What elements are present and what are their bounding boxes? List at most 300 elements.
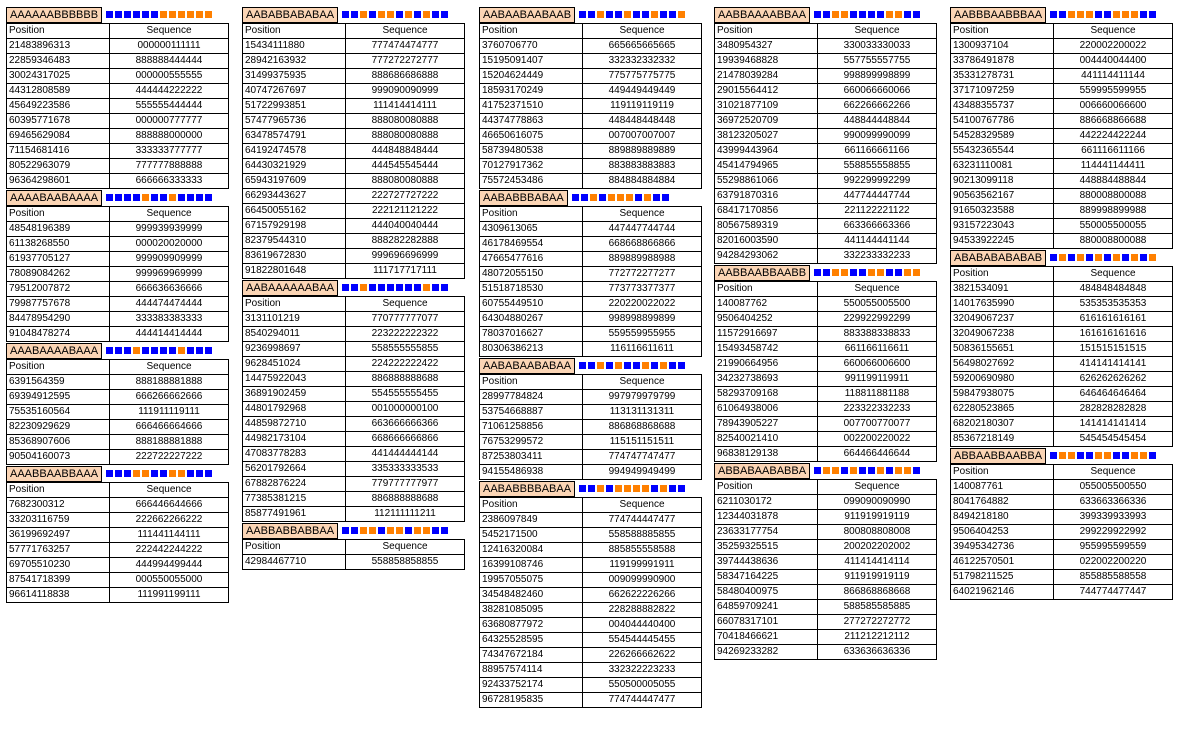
position-cell: 4309613065 bbox=[480, 222, 583, 237]
pattern-block bbox=[6, 342, 228, 465]
sequence-header: Sequence bbox=[583, 24, 702, 39]
sequence-cell: 223322332233 bbox=[818, 402, 937, 417]
table-row bbox=[7, 528, 229, 543]
position-cell: 28942163932 bbox=[243, 54, 346, 69]
pattern-square-b bbox=[133, 470, 140, 477]
position-cell: 78089084262 bbox=[7, 267, 110, 282]
position-cell: 84478954290 bbox=[7, 312, 110, 327]
position-cell: 54100767786 bbox=[951, 114, 1054, 129]
position-cell: 140087762 bbox=[715, 297, 818, 312]
sequence-cell: 447447744744 bbox=[583, 222, 702, 237]
table-header-row bbox=[7, 207, 229, 222]
position-cell: 3480954327 bbox=[715, 39, 818, 54]
table-row bbox=[480, 450, 702, 465]
table-header-row bbox=[243, 24, 465, 39]
pattern-block bbox=[950, 249, 1172, 447]
position-cell: 39495342736 bbox=[951, 540, 1054, 555]
pattern-square-a bbox=[1059, 11, 1066, 18]
pattern-square-a bbox=[414, 11, 421, 18]
table-row bbox=[951, 297, 1173, 312]
pattern-square-a bbox=[142, 347, 149, 354]
pattern-square-a bbox=[859, 467, 866, 474]
sequence-cell: 662622226266 bbox=[583, 588, 702, 603]
pattern-square-b bbox=[850, 467, 857, 474]
pattern-label: AAAAAABBBBBB bbox=[6, 7, 102, 23]
pattern-square-a bbox=[572, 194, 579, 201]
table-row bbox=[243, 312, 465, 327]
table-row bbox=[7, 252, 229, 267]
position-cell: 50836155651 bbox=[951, 342, 1054, 357]
table-row bbox=[951, 357, 1173, 372]
sequence-cell: 222442244222 bbox=[110, 543, 229, 558]
table-row bbox=[951, 39, 1173, 54]
pattern-square-a bbox=[886, 269, 893, 276]
table-row bbox=[480, 342, 702, 357]
pattern-square-a bbox=[369, 11, 376, 18]
sequence-header: Sequence bbox=[346, 297, 465, 312]
position-cell: 56201792664 bbox=[243, 462, 346, 477]
pattern-square-a bbox=[441, 284, 448, 291]
position-cell: 51722993851 bbox=[243, 99, 346, 114]
table-row bbox=[243, 99, 465, 114]
position-header: Position bbox=[7, 483, 110, 498]
position-cell: 63478574791 bbox=[243, 129, 346, 144]
position-header: Position bbox=[480, 375, 583, 390]
pattern-square-b bbox=[1095, 452, 1102, 459]
pattern-square-a bbox=[124, 11, 131, 18]
position-cell: 42984467710 bbox=[243, 555, 346, 570]
pattern-square-b bbox=[396, 527, 403, 534]
position-cell: 31021877109 bbox=[715, 99, 818, 114]
pattern-square-b bbox=[626, 194, 633, 201]
pattern-square-b bbox=[1149, 254, 1156, 261]
pattern-square-b bbox=[1077, 254, 1084, 261]
position-cell: 82230929629 bbox=[7, 420, 110, 435]
pattern-square-a bbox=[106, 11, 113, 18]
table-row bbox=[715, 585, 937, 600]
position-cell: 70418466621 bbox=[715, 630, 818, 645]
sequence-cell: 661166116611 bbox=[818, 342, 937, 357]
table-row bbox=[951, 585, 1173, 600]
sequence-cell: 886888888688 bbox=[346, 372, 465, 387]
sequence-table bbox=[242, 23, 465, 279]
table-row bbox=[7, 282, 229, 297]
pattern-square-b bbox=[1086, 11, 1093, 18]
position-cell: 93157223043 bbox=[951, 219, 1054, 234]
pattern-square-a bbox=[124, 194, 131, 201]
pattern-square-a bbox=[913, 467, 920, 474]
table-row bbox=[951, 282, 1173, 297]
pattern-square-a bbox=[369, 284, 376, 291]
sequence-cell: 666636636666 bbox=[110, 282, 229, 297]
pattern-square-a bbox=[1140, 11, 1147, 18]
pattern-square-b bbox=[1140, 452, 1147, 459]
table-row bbox=[7, 390, 229, 405]
sequence-cell: 666466664666 bbox=[110, 420, 229, 435]
position-cell: 5452171500 bbox=[480, 528, 583, 543]
pattern-square-a bbox=[823, 269, 830, 276]
position-cell: 3760706770 bbox=[480, 39, 583, 54]
position-cell: 66078317101 bbox=[715, 615, 818, 630]
position-cell: 61064938006 bbox=[715, 402, 818, 417]
position-header: Position bbox=[243, 24, 346, 39]
position-cell: 67882876224 bbox=[243, 477, 346, 492]
table-row bbox=[7, 558, 229, 573]
sequence-cell: 414141414141 bbox=[1054, 357, 1173, 372]
table-row bbox=[480, 327, 702, 342]
sequence-cell: 885855558588 bbox=[583, 543, 702, 558]
pattern-square-a bbox=[115, 470, 122, 477]
pattern-square-a bbox=[588, 485, 595, 492]
position-cell: 12344031878 bbox=[715, 510, 818, 525]
sequence-cell: 779777777977 bbox=[346, 477, 465, 492]
pattern-square-a bbox=[115, 347, 122, 354]
sequence-table bbox=[242, 539, 465, 570]
position-cell: 87253803411 bbox=[480, 450, 583, 465]
position-cell: 43488355737 bbox=[951, 99, 1054, 114]
sequence-cell: 151515151515 bbox=[1054, 342, 1173, 357]
pattern-squares bbox=[814, 11, 922, 18]
table-row bbox=[951, 480, 1173, 495]
pattern-square-b bbox=[624, 485, 631, 492]
sequence-cell: 224222222422 bbox=[346, 357, 465, 372]
sequence-cell: 555555444444 bbox=[110, 99, 229, 114]
pattern-square-a bbox=[606, 362, 613, 369]
position-cell: 45414794965 bbox=[715, 159, 818, 174]
table-row bbox=[480, 543, 702, 558]
sequence-cell: 558858858855 bbox=[346, 555, 465, 570]
pattern-square-a bbox=[678, 362, 685, 369]
table-row bbox=[715, 129, 937, 144]
table-row bbox=[951, 234, 1173, 249]
sequence-cell: 866868868668 bbox=[818, 585, 937, 600]
sequence-cell: 888080080888 bbox=[346, 129, 465, 144]
pattern-square-a bbox=[859, 11, 866, 18]
pattern-square-b bbox=[169, 470, 176, 477]
sequence-cell: 990099990099 bbox=[818, 129, 937, 144]
sequence-cell: 888888000000 bbox=[110, 129, 229, 144]
pattern-squares bbox=[342, 527, 450, 534]
sequence-cell: 004044440400 bbox=[583, 618, 702, 633]
position-cell: 90563562167 bbox=[951, 189, 1054, 204]
sequence-cell: 626262626262 bbox=[1054, 372, 1173, 387]
sequence-cell: 006660066600 bbox=[1054, 99, 1173, 114]
sequence-cell: 661116611166 bbox=[1054, 144, 1173, 159]
sequence-cell: 558555555855 bbox=[346, 342, 465, 357]
pattern-square-a bbox=[342, 284, 349, 291]
pattern-square-b bbox=[360, 284, 367, 291]
table-row bbox=[715, 387, 937, 402]
pattern-square-b bbox=[1122, 11, 1129, 18]
table-column bbox=[479, 6, 701, 708]
table-row bbox=[7, 327, 229, 342]
sequence-cell: 886868868688 bbox=[583, 420, 702, 435]
pattern-header bbox=[479, 480, 701, 497]
table-row bbox=[243, 342, 465, 357]
pattern-square-a bbox=[1140, 254, 1147, 261]
position-cell: 69705510230 bbox=[7, 558, 110, 573]
table-row bbox=[715, 219, 937, 234]
sequence-cell: 888888444444 bbox=[110, 54, 229, 69]
sequence-cell: 660066660066 bbox=[818, 84, 937, 99]
pattern-square-a bbox=[579, 485, 586, 492]
sequence-cell: 220002200022 bbox=[1054, 39, 1173, 54]
position-cell: 28997784824 bbox=[480, 390, 583, 405]
position-cell: 63791870316 bbox=[715, 189, 818, 204]
sequence-cell: 999696696999 bbox=[346, 249, 465, 264]
pattern-square-a bbox=[850, 269, 857, 276]
position-cell: 69394912595 bbox=[7, 390, 110, 405]
pattern-squares bbox=[1050, 254, 1158, 261]
table-row bbox=[715, 297, 937, 312]
pattern-square-a bbox=[651, 485, 658, 492]
pattern-square-b bbox=[877, 269, 884, 276]
pattern-square-a bbox=[841, 467, 848, 474]
sequence-header: Sequence bbox=[110, 360, 229, 375]
position-cell: 16399108746 bbox=[480, 558, 583, 573]
sequence-cell: 228288882822 bbox=[583, 603, 702, 618]
sequence-cell: 001000000100 bbox=[346, 402, 465, 417]
pattern-square-b bbox=[895, 11, 902, 18]
pattern-square-a bbox=[432, 527, 439, 534]
position-header: Position bbox=[243, 297, 346, 312]
sequence-cell: 994949949499 bbox=[583, 465, 702, 480]
sequence-table bbox=[479, 497, 702, 708]
table-row bbox=[243, 417, 465, 432]
pattern-square-a bbox=[169, 347, 176, 354]
table-row bbox=[7, 543, 229, 558]
table-header-row bbox=[480, 375, 702, 390]
table-row bbox=[715, 570, 937, 585]
position-cell: 15204624449 bbox=[480, 69, 583, 84]
position-cell: 82540021410 bbox=[715, 432, 818, 447]
pattern-square-a bbox=[895, 269, 902, 276]
table-row bbox=[243, 219, 465, 234]
pattern-square-a bbox=[606, 11, 613, 18]
position-cell: 38281085095 bbox=[480, 603, 583, 618]
table-row bbox=[951, 69, 1173, 84]
sequence-cell: 888686686888 bbox=[346, 69, 465, 84]
table-row bbox=[951, 402, 1173, 417]
sequence-cell: 441114411144 bbox=[1054, 69, 1173, 84]
table-row bbox=[243, 447, 465, 462]
table-row bbox=[715, 114, 937, 129]
position-cell: 39744438636 bbox=[715, 555, 818, 570]
position-cell: 92433752174 bbox=[480, 678, 583, 693]
pattern-square-a bbox=[868, 467, 875, 474]
pattern-square-a bbox=[606, 485, 613, 492]
pattern-block bbox=[479, 357, 701, 480]
pattern-square-b bbox=[597, 485, 604, 492]
sequence-cell: 588585585885 bbox=[818, 600, 937, 615]
sequence-cell: 444994499444 bbox=[110, 558, 229, 573]
table-row bbox=[480, 603, 702, 618]
table-row bbox=[715, 204, 937, 219]
table-row bbox=[951, 84, 1173, 99]
position-cell: 91822801648 bbox=[243, 264, 346, 279]
table-column bbox=[950, 6, 1172, 600]
pattern-square-b bbox=[1095, 254, 1102, 261]
position-cell: 91048478274 bbox=[7, 327, 110, 342]
table-row bbox=[951, 570, 1173, 585]
pattern-square-a bbox=[151, 194, 158, 201]
table-row bbox=[243, 372, 465, 387]
position-cell: 64304880267 bbox=[480, 312, 583, 327]
pattern-squares bbox=[106, 470, 214, 477]
sequence-cell: 557755557755 bbox=[818, 54, 937, 69]
position-cell: 48072055150 bbox=[480, 267, 583, 282]
sequence-cell: 222727727222 bbox=[346, 189, 465, 204]
pattern-square-b bbox=[178, 470, 185, 477]
position-cell: 3131101219 bbox=[243, 312, 346, 327]
sequence-cell: 229922992299 bbox=[818, 312, 937, 327]
position-cell: 32049067237 bbox=[951, 312, 1054, 327]
sequence-header: Sequence bbox=[1054, 465, 1173, 480]
table-row bbox=[243, 129, 465, 144]
table-header-row bbox=[951, 465, 1173, 480]
sequence-cell: 000550055000 bbox=[110, 573, 229, 588]
table-row bbox=[7, 405, 229, 420]
table-row bbox=[243, 39, 465, 54]
sequence-cell: 744774477447 bbox=[1054, 585, 1173, 600]
pattern-square-a bbox=[351, 11, 358, 18]
table-row bbox=[715, 495, 937, 510]
sequence-cell: 333383383333 bbox=[110, 312, 229, 327]
sequence-cell: 000000777777 bbox=[110, 114, 229, 129]
pattern-square-b bbox=[660, 362, 667, 369]
table-row bbox=[243, 492, 465, 507]
table-row bbox=[715, 39, 937, 54]
pattern-square-a bbox=[205, 347, 212, 354]
position-cell: 61937705127 bbox=[7, 252, 110, 267]
sequence-cell: 999969969999 bbox=[110, 267, 229, 282]
pattern-label: AABABBBABAA bbox=[479, 190, 568, 206]
position-cell: 6211030172 bbox=[715, 495, 818, 510]
pattern-square-a bbox=[396, 11, 403, 18]
sequence-cell: 668668866866 bbox=[583, 237, 702, 252]
table-row bbox=[243, 69, 465, 84]
table-row bbox=[715, 189, 937, 204]
position-cell: 8494218180 bbox=[951, 510, 1054, 525]
sequence-table bbox=[479, 23, 702, 189]
sequence-cell: 111991199111 bbox=[110, 588, 229, 603]
pattern-header bbox=[479, 189, 701, 206]
position-cell: 44982173104 bbox=[243, 432, 346, 447]
pattern-header bbox=[950, 6, 1172, 23]
pattern-block bbox=[242, 6, 464, 279]
table-row bbox=[480, 693, 702, 708]
pattern-square-a bbox=[669, 362, 676, 369]
position-cell: 55432365544 bbox=[951, 144, 1054, 159]
sequence-table bbox=[6, 359, 229, 465]
sequence-cell: 330033330033 bbox=[818, 39, 937, 54]
sequence-table bbox=[950, 23, 1173, 249]
table-header-row bbox=[480, 498, 702, 513]
table-header-row bbox=[243, 540, 465, 555]
pattern-square-b bbox=[590, 194, 597, 201]
sequence-cell: 662266662266 bbox=[818, 99, 937, 114]
pattern-square-a bbox=[1095, 11, 1102, 18]
position-cell: 38123205027 bbox=[715, 129, 818, 144]
table-row bbox=[715, 357, 937, 372]
pattern-square-b bbox=[1131, 254, 1138, 261]
sequence-cell: 998998899899 bbox=[583, 312, 702, 327]
position-header: Position bbox=[715, 24, 818, 39]
pattern-square-a bbox=[1050, 254, 1057, 261]
table-row bbox=[480, 252, 702, 267]
pattern-squares bbox=[1050, 452, 1158, 459]
pattern-label: AABBAABBAABB bbox=[714, 265, 810, 281]
position-cell: 9236998697 bbox=[243, 342, 346, 357]
sequence-cell: 200202202002 bbox=[818, 540, 937, 555]
pattern-square-a bbox=[651, 362, 658, 369]
pattern-square-b bbox=[660, 485, 667, 492]
table-row bbox=[951, 372, 1173, 387]
position-cell: 78943905227 bbox=[715, 417, 818, 432]
table-row bbox=[951, 174, 1173, 189]
sequence-cell: 889998899988 bbox=[1054, 204, 1173, 219]
sequence-cell: 999909909999 bbox=[110, 252, 229, 267]
table-row bbox=[480, 54, 702, 69]
position-cell: 80522963079 bbox=[7, 159, 110, 174]
pattern-square-b bbox=[205, 11, 212, 18]
sequence-table bbox=[479, 206, 702, 357]
sequence-cell: 633663366336 bbox=[1054, 495, 1173, 510]
pattern-square-a bbox=[635, 194, 642, 201]
pattern-label: AAABBAABBAAA bbox=[6, 466, 102, 482]
pattern-square-b bbox=[832, 467, 839, 474]
sequence-cell: 116116611611 bbox=[583, 342, 702, 357]
pattern-square-b bbox=[1104, 452, 1111, 459]
table-row bbox=[243, 327, 465, 342]
sequence-cell: 888080080888 bbox=[346, 174, 465, 189]
position-header: Position bbox=[715, 282, 818, 297]
table-row bbox=[480, 618, 702, 633]
table-row bbox=[7, 450, 229, 465]
pattern-square-a bbox=[886, 467, 893, 474]
position-header: Position bbox=[951, 267, 1054, 282]
position-cell: 76753299572 bbox=[480, 435, 583, 450]
position-header: Position bbox=[7, 207, 110, 222]
table-row bbox=[951, 495, 1173, 510]
pattern-square-a bbox=[441, 11, 448, 18]
sequence-cell: 535353535353 bbox=[1054, 297, 1173, 312]
position-cell: 6391564359 bbox=[7, 375, 110, 390]
table-row bbox=[7, 420, 229, 435]
position-cell: 75572453486 bbox=[480, 174, 583, 189]
position-cell: 79987757678 bbox=[7, 297, 110, 312]
pattern-header bbox=[242, 279, 464, 296]
table-row bbox=[243, 54, 465, 69]
sequence-cell: 444848848444 bbox=[346, 144, 465, 159]
pattern-square-a bbox=[187, 347, 194, 354]
table-row bbox=[715, 447, 937, 462]
pattern-square-a bbox=[669, 11, 676, 18]
pattern-square-a bbox=[1077, 452, 1084, 459]
pattern-square-b bbox=[1059, 254, 1066, 261]
sequence-cell: 880008800088 bbox=[1054, 234, 1173, 249]
table-row bbox=[243, 555, 465, 570]
table-row bbox=[715, 555, 937, 570]
position-cell: 66293443627 bbox=[243, 189, 346, 204]
sequence-cell: 616161616161 bbox=[1054, 312, 1173, 327]
position-cell: 85367218149 bbox=[951, 432, 1054, 447]
sequence-cell: 550500005055 bbox=[583, 678, 702, 693]
pattern-block bbox=[479, 189, 701, 357]
sequence-cell: 777777888888 bbox=[110, 159, 229, 174]
pattern-square-a bbox=[160, 194, 167, 201]
pattern-block bbox=[242, 279, 464, 522]
